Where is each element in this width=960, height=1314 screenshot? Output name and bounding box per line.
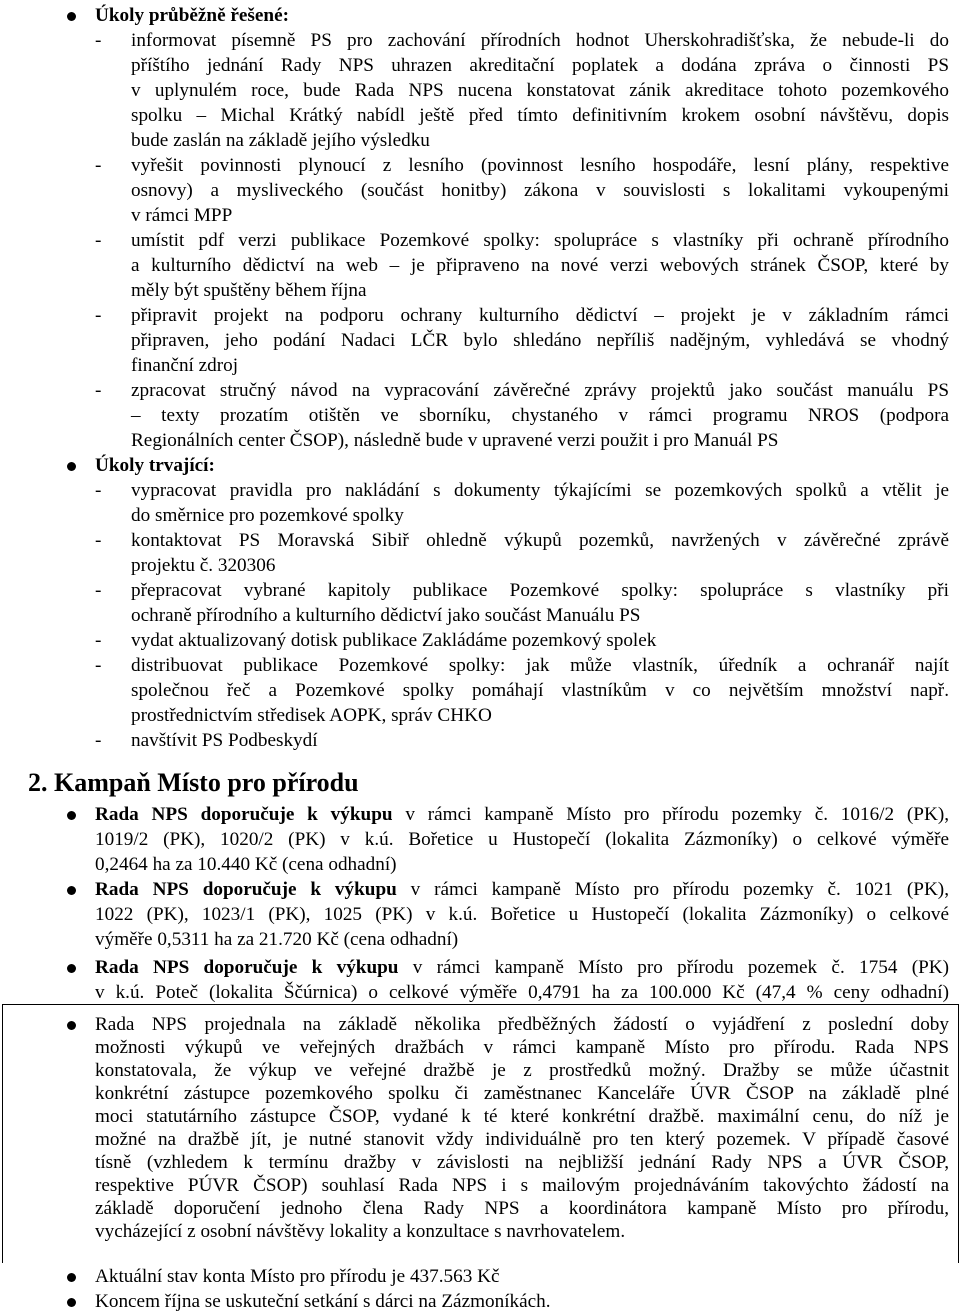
permanent-item-line: navštívit PS Podbeskydí	[131, 730, 318, 751]
dash-marker: -	[95, 530, 102, 551]
auction-note-line: respektive PÚVR ČSOP) souhlasí Rada NPS i s mailovým projednáváním takovýchto žádostí na	[95, 1175, 949, 1196]
bullet-icon	[67, 964, 76, 973]
ongoing-item-line: v uplynulém roce, bude Rada NPS nucena konstatovat zánik akreditace tohoto pozemkového	[131, 80, 949, 101]
ongoing-item-line: příštího jednání Rady NPS uhrazen akreditační poplatek a dodána zpráva o činnosti PS	[131, 55, 949, 76]
recommendation-lead: Rada NPS doporučuje k výkupu	[95, 957, 399, 978]
bullet-icon	[67, 12, 76, 21]
meeting-note: Koncem října se uskuteční setkání s dárci na Zázmoníkách.	[95, 1291, 551, 1312]
ongoing-item-line: spolku – Michal Krátký nabídl ještě před tímto definitivním krokem osobní návštěvu, dopis	[131, 105, 949, 126]
ongoing-item-line: zpracovat stručný návod na vypracování závěrečné zprávy projektů jako součást manuálu PS	[131, 380, 949, 401]
ongoing-item-line: připraven, jeho podání Nadaci LČR bylo shledáno nepříliš nadějným, vyhledává se vhodný	[131, 330, 949, 351]
recommendation-lead: Rada NPS doporučuje k výkupu	[95, 804, 393, 825]
permanent-item-line: projektu č. 320306	[131, 555, 276, 576]
dash-marker: -	[95, 305, 102, 326]
section-heading: 2. Kampaň Místo pro přírodu	[28, 768, 359, 797]
recommendation-line: výměře 0,5311 ha za 21.720 Kč (cena odhadní)	[95, 929, 459, 950]
ongoing-item-line: finanční zdroj	[131, 355, 239, 376]
dash-marker: -	[95, 380, 102, 401]
bullet-icon	[67, 1298, 76, 1307]
auction-note-line: základě doporučení jednoho člena Rady NPS a koordinátora kampaně Místo pro přírodu,	[95, 1198, 949, 1219]
permanent-item-line: do směrnice pro pozemkové spolky	[131, 505, 404, 526]
recommendation-line: 0,2464 ha za 10.440 Kč (cena odhadní)	[95, 854, 397, 875]
bullet-icon	[67, 462, 76, 471]
dash-marker: -	[95, 230, 102, 251]
ongoing-item-line: umístit pdf verzi publikace Pozemkové spolky: spolupráce s vlastníky při ochraně přírodního	[131, 230, 949, 251]
ongoing-tasks-heading: Úkoly průběžně řešené:	[95, 5, 289, 26]
auction-note-line: konkrétní zástupce pozemkového spolku či zaměstnanec Kanceláře ÚVR ČSOP na základě plné	[95, 1083, 949, 1104]
ongoing-item-line: bude zaslán na základě jejího výsledku	[131, 130, 430, 151]
ongoing-item-line: Regionálních center ČSOP), následně bude v upravené verzi použit i pro Manuál PS	[131, 430, 779, 451]
auction-note-line: Rada NPS projednala na základě několika předběžných žádostí o vyjádření z poslední doby	[95, 1014, 949, 1035]
recommendation-lead: Rada NPS doporučuje k výkupu	[95, 879, 397, 900]
ongoing-item-line: měly být spuštěny během října	[131, 280, 367, 301]
auction-note-line: konstatovala, že výkup ve veřejné dražbě je z prostředků možný. Dražby se může účastnit	[95, 1060, 949, 1081]
ongoing-item-line: připravit projekt na podporu ochrany kulturního dědictví – projekt je v základním rámci	[131, 305, 949, 326]
recommendation-line: v k.ú. Poteč (lokalita Ščúrnica) o celkové výměře 0,4791 ha za 100.000 Kč (47,4 % ceny odhadní)	[95, 982, 949, 1003]
ongoing-item-line: a kulturního dědictví na web – je připraveno na nové verzi webových stránek ČSOP, které by	[131, 255, 949, 276]
permanent-item-line: distribuovat publikace Pozemkové spolky: jak může vlastník, úředník a ochranář najít	[131, 655, 949, 676]
account-status: Aktuální stav konta Místo pro přírodu je 437.563 Kč	[95, 1266, 500, 1287]
permanent-item-line: prostřednictvím středisek AOPK, správ CHKO	[131, 705, 492, 726]
recommendation-line	[95, 803, 949, 827]
dash-marker: -	[95, 655, 102, 676]
recommendation-text: v rámci kampaně Místo pro přírodu pozemky č. 1021 (PK),	[410, 879, 949, 900]
dash-marker: -	[95, 730, 102, 751]
recommendation-line: 1022 (PK), 1023/1 (PK), 1025 (PK) v k.ú. Bořetice u Hustopečí (lokalita Zázmoníky) o celkové	[95, 904, 949, 925]
permanent-item-line: ochraně přírodního a kulturního dědictví jako součást Manuálu PS	[131, 605, 641, 626]
bullet-icon	[67, 1273, 76, 1282]
ongoing-item-line: informovat písemně PS pro zachování přírodních hodnot Uherskohradišťska, že nebude-li do	[131, 30, 949, 51]
recommendation-line	[95, 956, 949, 980]
auction-note-line: možnosti výkupů ve veřejných dražbách v rámci kampaně Místo pro přírodu. Rada NPS	[95, 1037, 949, 1058]
auction-note-line: vycházející z osobní návštěvy lokality a konzultace s navrhovatelem.	[95, 1221, 626, 1242]
recommendation-text: v rámci kampaně Místo pro přírodu pozemky č. 1016/2 (PK),	[405, 804, 950, 825]
recommendation-line	[95, 878, 949, 902]
permanent-item-line: kontaktovat PS Moravská Sibiř ohledně výkupů pozemků, navržených v závěrečné zprávě	[131, 530, 949, 551]
dash-marker: -	[95, 155, 102, 176]
bullet-icon	[67, 1021, 76, 1030]
permanent-item-line: vypracovat pravidla pro nakládání s dokumenty týkajícími se pozemkových spolků a vtělit je	[131, 480, 949, 501]
dash-marker: -	[95, 580, 102, 601]
ongoing-item-line: v rámci MPP	[131, 205, 233, 226]
auction-note-line: tísně (vzhledem k termínu dražby v závislosti na nejbližší jednání Rady NPS a ÚVR ČSOP,	[95, 1152, 949, 1173]
permanent-tasks-heading: Úkoly trvající:	[95, 455, 215, 476]
bullet-icon	[67, 811, 76, 820]
dash-marker: -	[95, 630, 102, 651]
dash-marker: -	[95, 480, 102, 501]
permanent-item-line: vydat aktualizovaný dotisk publikace Zakládáme pozemkový spolek	[131, 630, 657, 651]
ongoing-item-line: – texty prozatím otištěn ve sborníku, chystaného v rámci programu NROS (podpora	[131, 405, 949, 426]
dash-marker: -	[95, 30, 102, 51]
auction-note-line: moci statutárního zástupce ČSOP, vydané k té které konkrétní dražbě. maximální cenu, do níž je	[95, 1106, 949, 1127]
recommendation-text: v rámci kampaně Místo pro přírodu pozemek č. 1754 (PK)	[412, 957, 950, 978]
recommendation-line: 1019/2 (PK), 1020/2 (PK) v k.ú. Bořetice u Hustopečí (lokalita Zázmoníky) o celkové výměře	[95, 829, 949, 850]
ongoing-item-line: vyřešit povinnosti plynoucí z lesního (povinnost lesního hospodáře, lesní plány, respektive	[131, 155, 949, 176]
auction-note-line: možné na dražbě jít, je nutné stanovit vždy individuálně pro ten který pozemek. V případě časové	[95, 1129, 949, 1150]
ongoing-item-line: osnovy) a mysliveckého (součást honitby) zákona v souvislosti s lokalitami vykoupenými	[131, 180, 949, 201]
permanent-item-line: společnou řeč a Pozemkové spolky pomáhají vlastníkům v co největším množství např.	[131, 680, 949, 701]
bullet-icon	[67, 886, 76, 895]
permanent-item-line: přepracovat vybrané kapitoly publikace Pozemkové spolky: spolupráce s vlastníky při	[131, 580, 949, 601]
